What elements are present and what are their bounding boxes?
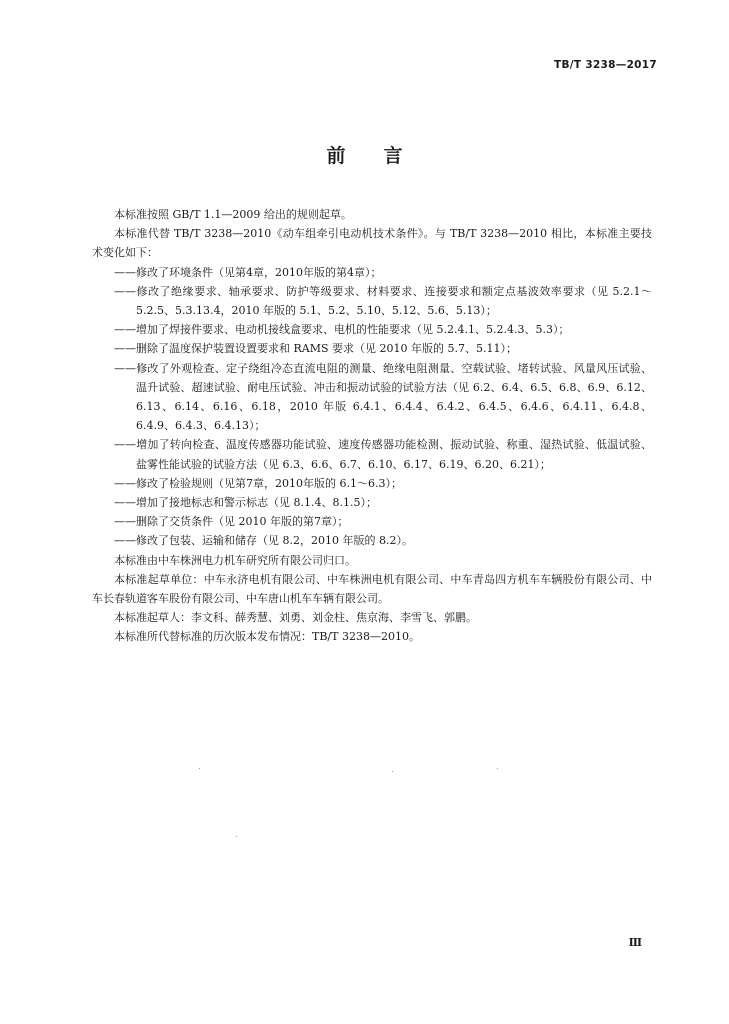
change-item: ——删除了交货条件（见 2010 年版的第7章）； [114,515,349,529]
change-item: ——增加了接地标志和警示标志（见 8.1.4、8.1.5）； [114,496,377,510]
change-item: ——修改了外观检查、定子绕组冷态直流电阻的测量、绝缘电阻测量、空载试验、堵转试验、风量风压试验、温升试验、超速试验、耐电压试验、冲击和振动试验的试验方法（见 6.2、6.4、6.5、6.8、6.9、6.12、6.13、6.14、6.16、6.18，2010 年版 6.4.1、6.4.4、6.4.2、6.4.5、6.4.6、6.4.11、6.4.8、6.4.9、6.4.3、6.4.13）； [114,361,652,433]
change-item: ——修改了环境条件（见第4章，2010年版的第4章）； [114,265,382,279]
page-number: Ⅲ [628,936,642,949]
title-char-1: 前 [326,145,346,167]
standard-code-header: TB/T 3238—2017 [554,59,657,71]
scan-speck [199,768,200,769]
change-item: ——增加了转向检查、温度传感器功能试验、速度传感器功能检测、振动试验、称重、湿热试验、低温试验、盐雾性能试验的试验方法（见 6.3、6.6、6.7、6.10、6.17、6.19、6.20、6.21）； [114,438,652,471]
paragraph-responsible-body: 本标准由中车株洲电力机车研究所有限公司归口。 [114,553,356,567]
change-item: ——修改了绝缘要求、轴承要求、防护等级要求、材料要求、连接要求和额定点基波效率要求（见 5.2.1～5.2.5、5.3.13.4，2010 年版的 5.1、5.2、5.10、5.12、5.6、5.13）； [114,284,652,318]
change-item: ——修改了检验规则（见第7章，2010年版的 6.1～6.3）； [114,476,402,490]
paragraph-drafting-rules: 本标准按照 GB/T 1.1—2009 给出的规则起草。 [114,208,352,221]
change-item: ——删除了温度保护装置设置要求和 RAMS 要求（见 2010 年版的 5.7、5.11）； [114,342,517,356]
page-title [0,141,729,168]
change-item: ——修改了包装、运输和储存（见 8.2，2010 年版的 8.2）。 [114,534,413,548]
change-item: ——增加了焊接件要求、电动机接线盒要求、电机的性能要求（见 5.2.4.1、5.2.4.3、5.3）； [114,323,570,337]
foreword-body [92,205,652,647]
scan-speck [392,771,393,772]
title-char-2: 言 [383,145,403,167]
paragraph-replacement: 本标准代替 TB/T 3238—2010《动车组牵引电动机技术条件》。与 TB/T 3238—2010 相比，本标准主要技术变化如下： [92,227,652,260]
scan-speck [497,768,498,769]
paragraph-drafters: 本标准起草人：李文科、薛秀慧、刘勇、刘金柱、焦京海、李雪飞、郭鹏。 [114,611,477,625]
paragraph-version-history: 本标准所代替标准的历次版本发布情况：TB/T 3238—2010。 [114,630,420,644]
paragraph-drafting-units: 本标准起草单位：中车永济电机有限公司、中车株洲电机有限公司、中车青岛四方机车车辆股份有限公司、中车长春轨道客车股份有限公司、中车唐山机车车辆有限公司。 [92,572,652,606]
scan-speck [236,836,237,837]
